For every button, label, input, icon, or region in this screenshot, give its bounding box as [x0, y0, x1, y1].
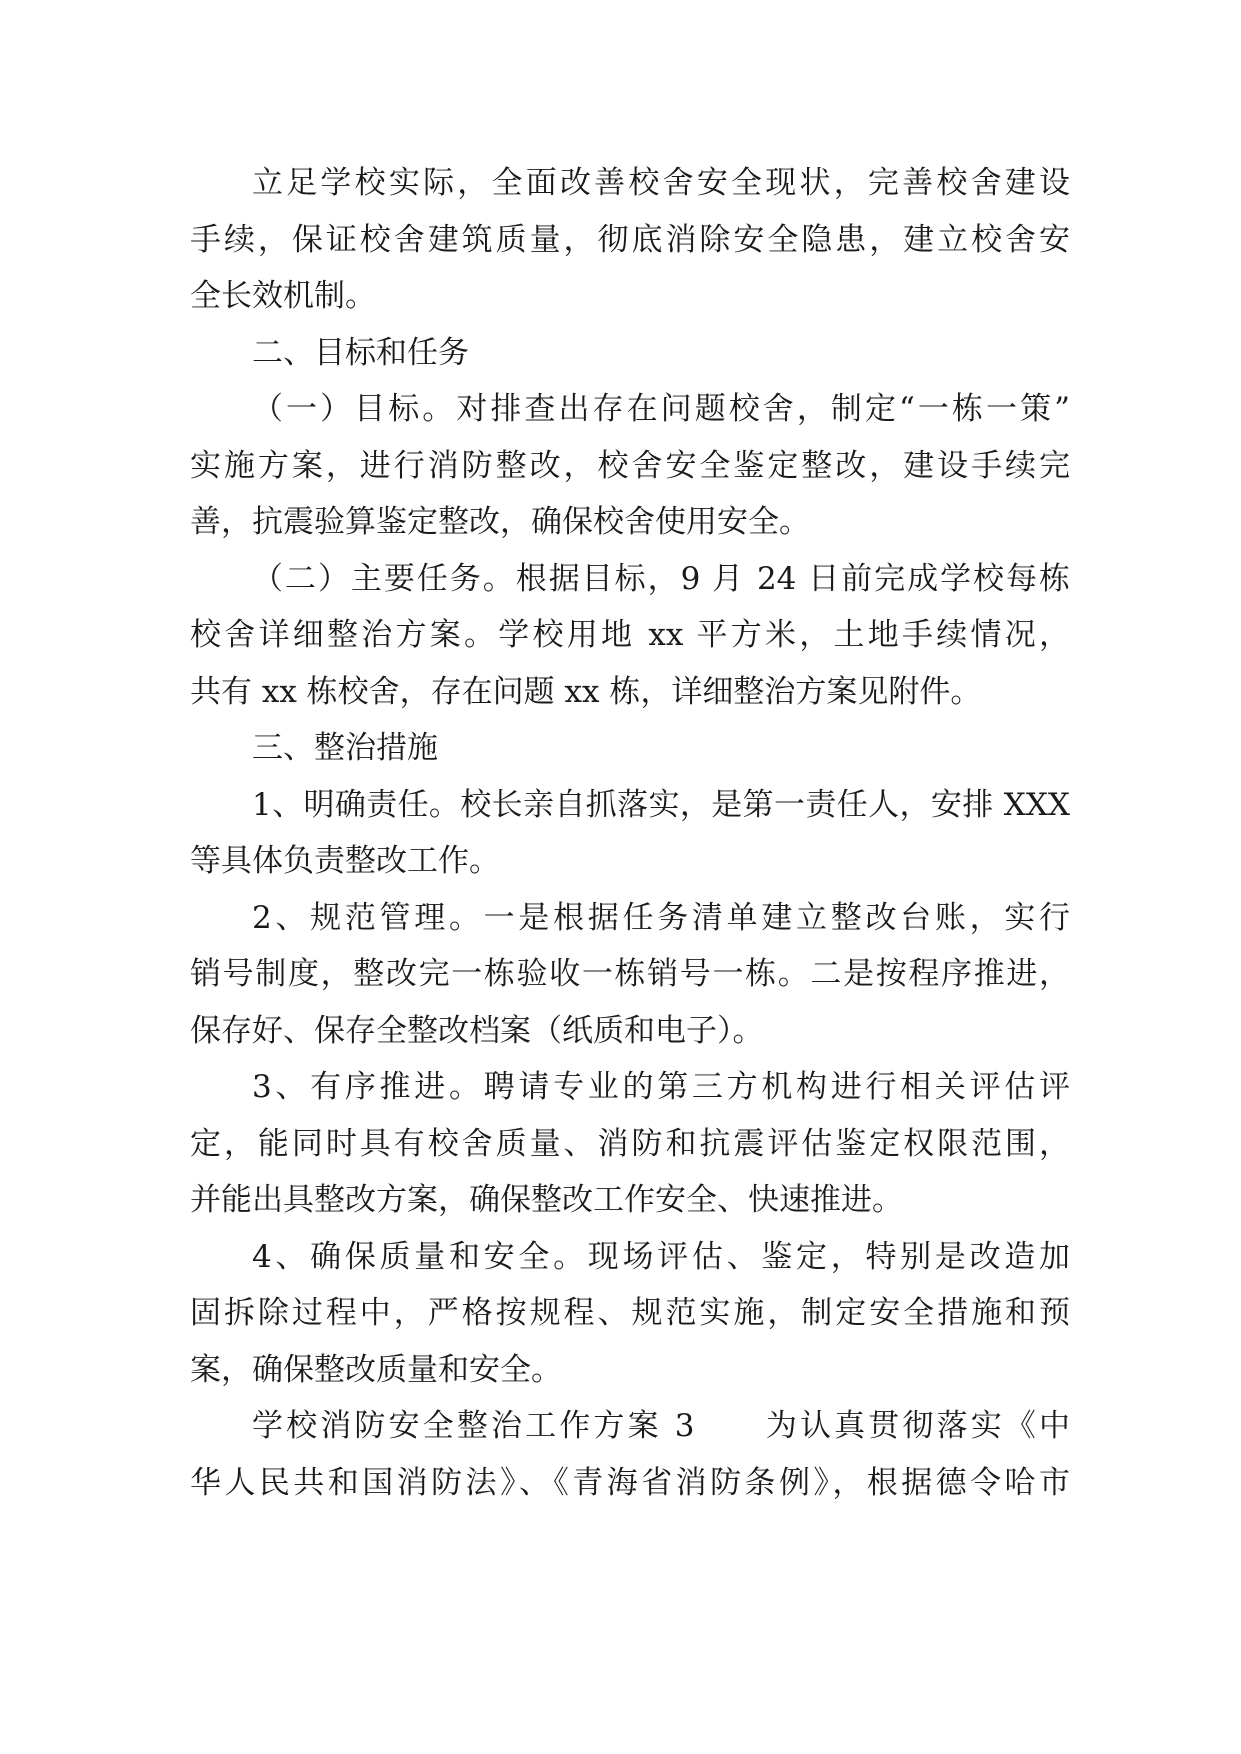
text-line: 保存好、保存全整改档案（纸质和电子）。: [190, 1012, 764, 1049]
text-line: 立足学校实际，全面改善校舍安全现状，完善校舍建设: [252, 165, 1070, 201]
text-line: 3、有序推进。聘请专业的第三方机构进行相关评估评: [252, 1069, 1070, 1105]
text-line: 并能出具整改方案，确保整改工作安全、快速推进。: [190, 1182, 903, 1218]
text-line: 案，确保整改质量和安全。: [190, 1351, 562, 1388]
text-line: 2、规范管理。一是根据任务清单建立整改台账，实行: [252, 899, 1070, 936]
text-line: 学校消防安全整治工作方案 3 为认真贯彻落实《中: [252, 1408, 1070, 1444]
text-line: 等具体负责整改工作。: [190, 843, 500, 879]
section-heading: 三、整治措施: [252, 730, 438, 766]
text-line: 校舍详细整治方案。学校用地 xx 平方米，土地手续情况，: [190, 617, 1070, 653]
document-body: [190, 155, 1070, 1511]
text-line: （二）主要任务。根据目标，9 月 24 日前完成学校每栋: [252, 560, 1070, 597]
text-line: 善，抗震验算鉴定整改，确保校舍使用安全。: [190, 504, 810, 540]
text-line: 实施方案，进行消防整改，校舍安全鉴定整改，建设手续完: [190, 447, 1070, 484]
section-heading: 二、目标和任务: [252, 334, 469, 371]
text-line: 手续，保证校舍建筑质量，彻底消除安全隐患，建立校舍安: [190, 221, 1070, 258]
text-line: 1、明确责任。校长亲自抓落实，是第一责任人，安排 XXX: [252, 786, 1070, 823]
text-line: （一）目标。对排查出存在问题校舍，制定“一栋一策”: [252, 391, 1070, 427]
text-line: 全长效机制。: [190, 278, 376, 314]
text-line: 固拆除过程中，严格按规程、规范实施，制定安全措施和预: [190, 1295, 1070, 1331]
text-line: 共有 xx 栋校舍，存在问题 xx 栋，详细整治方案见附件。: [190, 673, 982, 710]
text-line: 华人民共和国消防法》、《青海省消防条例》，根据德令哈市: [190, 1464, 1070, 1501]
text-line: 销号制度，整改完一栋验收一栋销号一栋。二是按程序推进，: [190, 956, 1070, 992]
text-line: 4、确保质量和安全。现场评估、鉴定，特别是改造加: [252, 1238, 1070, 1275]
text-line: 定，能同时具有校舍质量、消防和抗震评估鉴定权限范围，: [190, 1125, 1070, 1162]
